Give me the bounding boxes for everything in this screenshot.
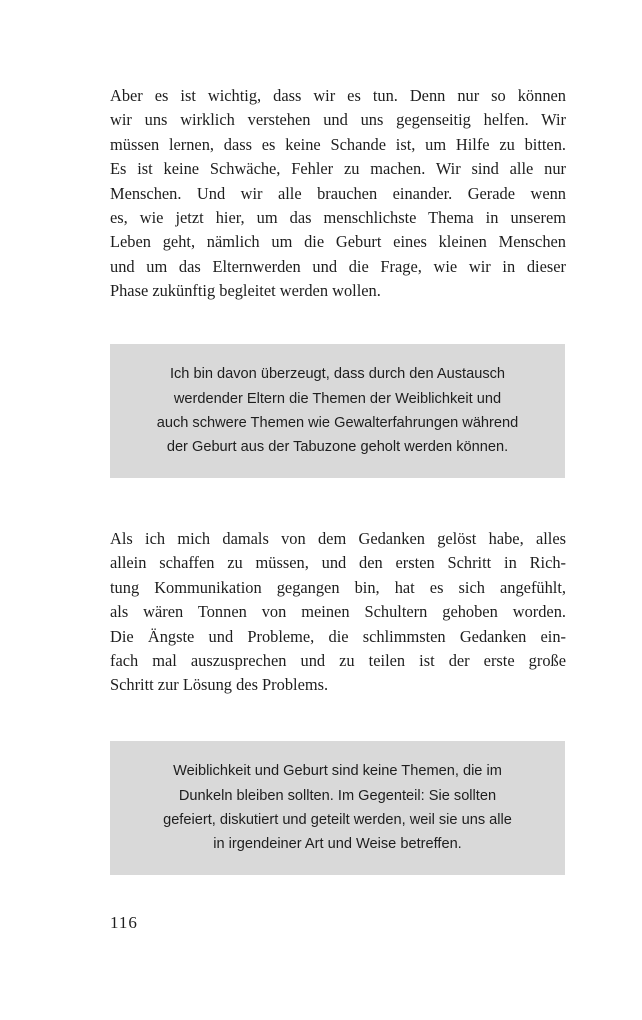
paragraph-line: wir uns wirklich verstehen und uns gegenseitig helfen. Wir xyxy=(110,110,566,130)
paragraph-line: müssen lernen, dass es keine Schande ist, um Hilfe zu bitten. xyxy=(110,134,566,154)
quote-line: auch schwere Themen wie Gewalterfahrungen während xyxy=(156,415,519,431)
paragraph-line: Die Ängste und Probleme, die schlimmsten Gedanken ein- xyxy=(110,626,566,646)
quote-line: Weiblichkeit und Geburt sind keine Themen, die im xyxy=(173,763,502,780)
paragraph-line: als wären Tonnen von meinen Schultern gehoben worden. xyxy=(110,602,566,622)
page-number: 116 xyxy=(110,913,138,932)
quote-box-1 xyxy=(110,344,565,478)
paragraph-line: fach mal auszusprechen und zu teilen ist der erste große xyxy=(110,651,566,671)
quote-line: Dunkeln bleiben sollten. Im Gegenteil: Sie sollten xyxy=(178,787,497,804)
body-paragraph-2 xyxy=(110,527,566,698)
paragraph-line: und um das Elternwerden und die Frage, wie wir in dieser xyxy=(110,256,566,276)
quote-line: der Geburt aus der Tabuzone geholt werden können. xyxy=(166,439,509,456)
quote-line: werdender Eltern die Themen der Weiblichkeit und xyxy=(173,390,502,407)
quote-text xyxy=(163,759,512,857)
paragraph-line: es, wie jetzt hier, um das menschlichste Thema in unserem xyxy=(110,208,566,228)
paragraph-line: Als ich mich damals von dem Gedanken gelöst habe, alles xyxy=(110,529,566,548)
paragraph-line: Menschen. Und wir alle brauchen einander. Gerade wenn xyxy=(110,183,566,203)
paragraph-line: tung Kommunikation gegangen bin, hat es sich angefühlt, xyxy=(110,577,566,597)
paragraph-line: Leben geht, nämlich um die Geburt eines kleinen Menschen xyxy=(110,232,566,252)
paragraph-line: allein schaffen zu müssen, und den ersten Schritt in Rich- xyxy=(110,553,566,573)
body-paragraph-1 xyxy=(110,84,566,304)
quote-line: Ich bin davon überzeugt, dass durch den Austausch xyxy=(169,366,506,383)
quote-line: in irgendeiner Art und Weise betreffen. xyxy=(213,836,462,853)
quote-line: gefeiert, diskutiert und geteilt werden, weil sie uns alle xyxy=(163,812,512,828)
quote-box-2 xyxy=(110,741,565,875)
paragraph-line: Aber es ist wichtig, dass wir es tun. Denn nur so können xyxy=(110,86,566,105)
paragraph-line: Es ist keine Schwäche, Fehler zu machen. Wir sind alle nur xyxy=(110,159,566,179)
paragraph-line: Phase zukünftig begleitet werden wollen. xyxy=(110,281,381,301)
paragraph-line: Schritt zur Lösung des Problems. xyxy=(110,675,329,695)
quote-text xyxy=(157,362,519,460)
